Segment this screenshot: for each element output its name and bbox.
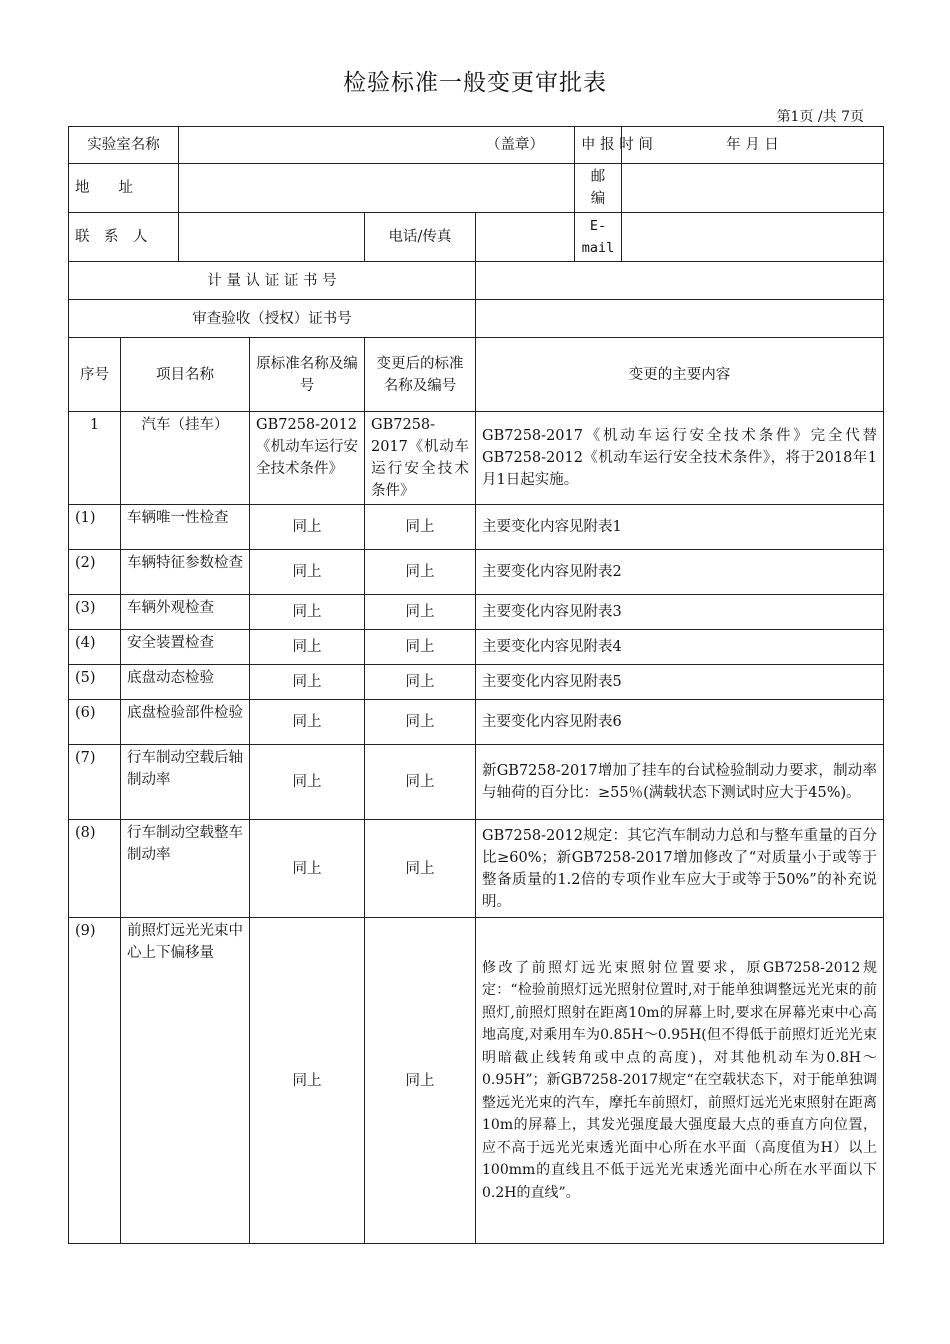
report-time-label: 申 报 时 间: [575, 127, 622, 164]
row-seq: (9): [69, 918, 121, 1244]
row-content: GB7258-2012规定：其它汽车制动力总和与整车重量的百分比≥60%；新GB7258-2017增加修改了“对质量小于或等于整备质量的1.2倍的专项作业车应大于或等于50%”的补充说明。: [476, 820, 884, 918]
table-row: [69, 412, 884, 505]
table-row: [69, 665, 884, 700]
row-item: 安全装置检查: [121, 630, 250, 665]
row-seq: (7): [69, 745, 121, 820]
row-changed: 同上: [365, 630, 476, 665]
row-item: 车辆外观检查: [121, 595, 250, 630]
email-field[interactable]: [622, 213, 884, 262]
postcode-field[interactable]: [622, 164, 884, 213]
col-item-header: 项目名称: [121, 338, 250, 412]
row-original: 同上: [250, 505, 365, 550]
row-original: GB7258-2012《机动车运行安全技术条件》: [250, 412, 365, 505]
col-original-header: 原标准名称及编号: [250, 338, 365, 412]
row-seq: (5): [69, 665, 121, 700]
table-row: [69, 505, 884, 550]
row-changed: 同上: [365, 665, 476, 700]
row-content: 新GB7258-2017增加了挂车的台试检验制动力要求，制动率与轴荷的百分比：≥55％(满载状态下测试时应大于45%)。: [476, 745, 884, 820]
column-header-row: [69, 338, 884, 412]
row-item: 前照灯远光光束中心上下偏移量: [121, 918, 250, 1244]
table-row: [69, 918, 884, 1244]
row-changed: 同上: [365, 745, 476, 820]
review-cert-field[interactable]: [476, 300, 884, 338]
address-field[interactable]: [179, 164, 575, 213]
contact-label: 联 系 人: [69, 213, 179, 262]
row-original: 同上: [250, 665, 365, 700]
row-seq: (8): [69, 820, 121, 918]
row-original: 同上: [250, 630, 365, 665]
cert-no-label: 计 量 认 证 证 书 号: [69, 262, 476, 300]
date-field[interactable]: 年 月 日: [622, 127, 884, 164]
table-row: [69, 820, 884, 918]
col-changed-header: 变更后的标准名称及编号: [365, 338, 476, 412]
cert-no-field[interactable]: [476, 262, 884, 300]
address-row: [69, 164, 884, 213]
table-row: [69, 745, 884, 820]
cert-no-row: [69, 262, 884, 300]
row-content: 主要变化内容见附表6: [476, 700, 884, 745]
lab-name-row: [69, 127, 884, 164]
row-item: 行车制动空载后轴制动率: [121, 745, 250, 820]
row-content: 主要变化内容见附表1: [476, 505, 884, 550]
document-title: 检验标准一般变更审批表: [343, 70, 607, 96]
row-seq: 1: [69, 412, 121, 505]
row-original: 同上: [250, 918, 365, 1244]
contact-row: [69, 213, 884, 262]
row-changed: GB7258-2017《机动车运行安全技术条件》: [365, 412, 476, 505]
row-changed: 同上: [365, 700, 476, 745]
row-item: 汽车（挂车）: [121, 412, 250, 505]
row-seq: (2): [69, 550, 121, 595]
page-info: 第1页 /共 7页: [776, 109, 864, 125]
row-original: 同上: [250, 550, 365, 595]
table-row: [69, 595, 884, 630]
row-original: 同上: [250, 595, 365, 630]
postcode-label: 邮 编: [575, 164, 622, 213]
row-original: 同上: [250, 700, 365, 745]
row-content: 主要变化内容见附表4: [476, 630, 884, 665]
contact-field[interactable]: [179, 213, 365, 262]
review-cert-row: [69, 300, 884, 338]
row-seq: (6): [69, 700, 121, 745]
email-label: E-mail: [575, 213, 622, 262]
row-item: 车辆唯一性检查: [121, 505, 250, 550]
row-changed: 同上: [365, 505, 476, 550]
row-changed: 同上: [365, 820, 476, 918]
row-item: 行车制动空载整车制动率: [121, 820, 250, 918]
row-content: 修改了前照灯远光束照射位置要求，原GB7258-2012规定：“检验前照灯远光照射位置时,对于能单独调整远光光束的前照灯,前照灯照射在距离10m的屏幕上时,要求在屏幕光束中心高地高度,对乘用车为0.85H～0.95H(但不得低于前照灯近光光束明暗截止线转角或中点的高度)，对其他机动车为0.8H～0.95H”；新GB7258-2017规定“在空载状态下，对于能单独调整远光光束的汽车，摩托车前照灯，前照灯远光光束照射在距离10m的屏幕上，其发光强度最大强度最大点的垂直方向位置，应不高于远光光束透光面中心所在水平面（高度值为H）以上100mm的直线且不低于远光光束透光面中心所在水平面以下0.2H的直线”。: [476, 918, 884, 1244]
row-seq: (4): [69, 630, 121, 665]
row-content: GB7258-2017《机动车运行安全技术条件》完全代替GB7258-2012《机动车运行安全技术条件》，将于2018年1月1日起实施。: [476, 412, 884, 505]
row-seq: (3): [69, 595, 121, 630]
row-item: 车辆特征参数检查: [121, 550, 250, 595]
row-content: 主要变化内容见附表3: [476, 595, 884, 630]
row-seq: (1): [69, 505, 121, 550]
row-changed: 同上: [365, 550, 476, 595]
lab-name-label: 实验室名称: [69, 127, 179, 164]
seal-label: （盖章）: [486, 137, 544, 153]
row-item: 底盘检验部件检验: [121, 700, 250, 745]
review-cert-label: 审查验收（授权）证书号: [69, 300, 476, 338]
address-label: 地 址: [69, 164, 179, 213]
row-changed: 同上: [365, 918, 476, 1244]
table-row: [69, 630, 884, 665]
phone-fax-field[interactable]: [476, 213, 575, 262]
table-row: [69, 550, 884, 595]
phone-fax-label: 电话/传真: [365, 213, 476, 262]
row-original: 同上: [250, 745, 365, 820]
row-item: 底盘动态检验: [121, 665, 250, 700]
col-seq-header: 序号: [69, 338, 121, 412]
approval-form-table: [68, 126, 884, 1244]
row-content: 主要变化内容见附表5: [476, 665, 884, 700]
row-content: 主要变化内容见附表2: [476, 550, 884, 595]
lab-name-field[interactable]: [179, 127, 575, 164]
row-original: 同上: [250, 820, 365, 918]
col-content-header: 变更的主要内容: [476, 338, 884, 412]
row-changed: 同上: [365, 595, 476, 630]
table-row: [69, 700, 884, 745]
